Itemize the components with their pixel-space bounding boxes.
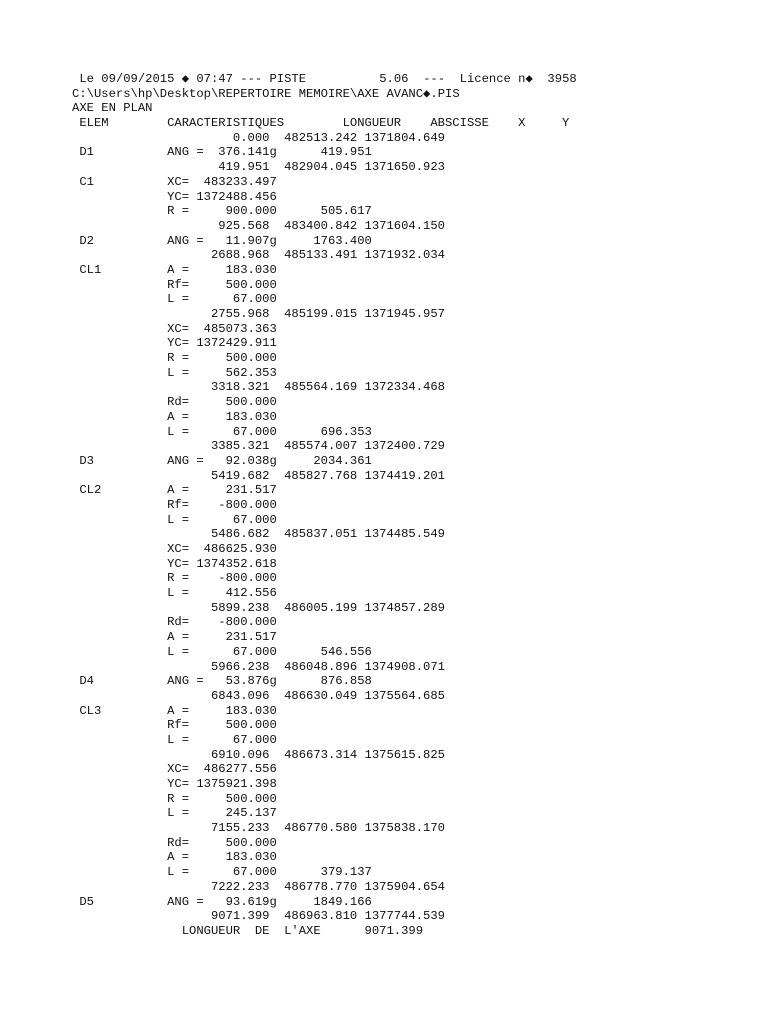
report-line: LONGUEUR DE L'AXE 9071.399 [72,923,424,938]
report-line: 6910.096 486673.314 1375615.825 [72,747,445,762]
report-line: L = 67.000 [72,732,277,747]
report-line: L = 67.000 546.556 [72,644,372,659]
report-line: CL2 A = 231.517 [72,483,277,498]
report-line: Rd= -800.000 [72,615,277,630]
report-line: CL3 A = 183.030 [72,703,277,718]
report-line: YC= 1375921.398 [72,777,277,791]
report-line: A = 183.030 [72,409,277,424]
report-line: C:\Users\hp\Desktop\REPERTOIRE MEMOIRE\AXE AVANC◆.PIS [72,86,460,101]
report-line: 5486.682 485837.051 1374485.549 [72,527,445,542]
report-line: D3 ANG = 92.038g 2034.361 [72,453,372,468]
report-line: 5899.238 486005.199 1374857.289 [72,600,445,615]
report-line: YC= 1372429.911 [72,336,277,351]
report-line: 9071.399 486963.810 1377744.539 [72,909,445,924]
report-line: 6843.096 486630.049 1375564.685 [72,688,445,703]
report-line: L = 67.000 [72,292,277,307]
report-line: 925.568 483400.842 1371604.150 [72,218,445,233]
report-line: 0.000 482513.242 1371804.649 [72,130,445,145]
report-line: R = -800.000 [72,571,277,586]
report-line: 7155.233 486770.580 1375838.170 [72,821,445,836]
report-line: R = 500.000 [72,351,277,366]
report-line: L = 412.556 [72,586,277,601]
report-line: 2755.968 485199.015 1371945.957 [72,307,445,321]
report-line: 5966.238 486048.896 1374908.071 [72,659,445,674]
report-line: 5419.682 485827.768 1374419.201 [72,468,445,483]
report-line: L = 67.000 379.137 [72,865,372,880]
report-line: XC= 485073.363 [72,321,277,336]
report-line: Le 09/09/2015 ◆ 07:47 --- PISTE 5.06 --- Licence n◆ 3958 [72,72,577,86]
report-line: 2688.968 485133.491 1371932.034 [72,248,445,263]
report-line: XC= 486277.556 [72,762,277,777]
report-line: L = 67.000 696.353 [72,424,372,439]
report-line: YC= 1372488.456 [72,189,277,204]
report-line: L = 245.137 [72,806,277,821]
report-line: R = 900.000 505.617 [72,204,372,219]
report-line: 7222.233 486778.770 1375904.654 [72,879,445,894]
report-line: Rf= 500.000 [72,718,277,733]
report-line: L = 562.353 [72,365,277,380]
report-line: CL1 A = 183.030 [72,262,277,277]
report-line: A = 183.030 [72,850,277,865]
report-line: YC= 1374352.618 [72,556,277,571]
report-line: Rf= 500.000 [72,277,277,292]
report-line: ELEM CARACTERISTIQUES LONGUEUR ABSCISSE X Y [72,116,570,131]
report-line: AXE EN PLAN [72,101,153,116]
report-line: D5 ANG = 93.619g 1849.166 [72,894,372,909]
report-listing [72,72,577,939]
report-line: A = 231.517 [72,630,277,645]
report-line: C1 XC= 483233.497 [72,174,277,189]
report-line: 419.951 482904.045 1371650.923 [72,160,445,175]
report-line: D4 ANG = 53.876g 876.858 [72,674,372,689]
report-line: 3385.321 485574.007 1372400.729 [72,439,445,454]
report-line: D2 ANG = 11.907g 1763.400 [72,233,372,248]
report-line: XC= 486625.930 [72,542,277,556]
report-line: Rd= 500.000 [72,835,277,850]
report-line: R = 500.000 [72,791,277,806]
report-line: L = 67.000 [72,512,277,527]
report-line: Rd= 500.000 [72,395,277,410]
report-line: D1 ANG = 376.141g 419.951 [72,145,372,160]
report-line: 3318.321 485564.169 1372334.468 [72,380,445,395]
report-line: Rf= -800.000 [72,497,277,512]
